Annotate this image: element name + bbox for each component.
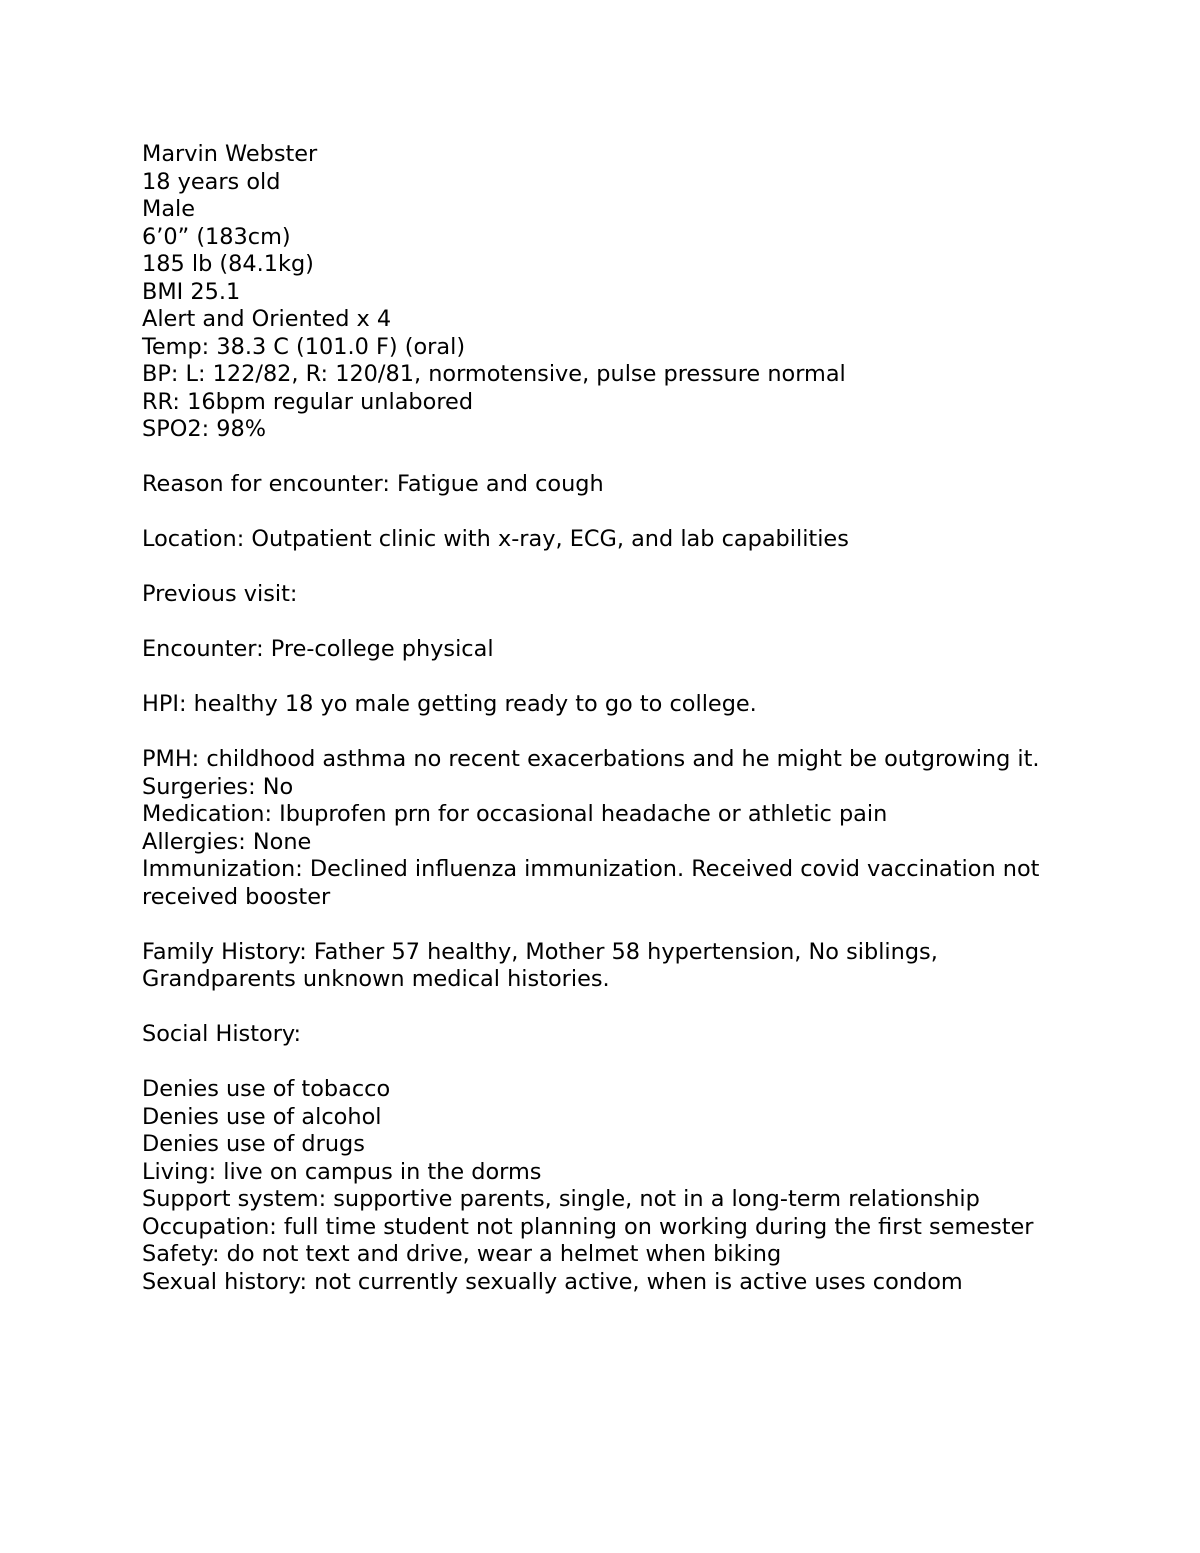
spacer xyxy=(142,609,1072,637)
patient-orientation: Alert and Oriented x 4 xyxy=(142,306,392,332)
history-pmh: PMH: childhood asthma no recent exacerbations and he might be outgrowing it. xyxy=(142,746,1040,772)
patient-age: 18 years old xyxy=(142,168,281,195)
social-occupation: Occupation: full time student not planning on working during the first semester xyxy=(142,1213,1034,1240)
social-history-heading: Social History: xyxy=(142,1021,302,1047)
social-sexual: Sexual history: not currently sexually active, when is active uses condom xyxy=(142,1268,963,1295)
encounter-type: Encounter: Pre-college physical xyxy=(142,636,494,662)
patient-weight: 185 lb (84.1kg) xyxy=(142,251,314,277)
patient-bmi: BMI 25.1 xyxy=(142,278,241,305)
social-support: Support system: supportive parents, single, not in a long-term relationship xyxy=(142,1186,980,1212)
history-allergies: Allergies: None xyxy=(142,828,312,855)
patient-spo2: SPO2: 98% xyxy=(142,416,267,442)
patient-sex: Male xyxy=(142,196,196,222)
encounter-reason: Reason for encounter: Fatigue and cough xyxy=(142,471,604,497)
patient-temp: Temp: 38.3 C (101.0 F) (oral) xyxy=(142,333,466,360)
social-alcohol: Denies use of alcohol xyxy=(142,1103,382,1130)
history-surgeries: Surgeries: No xyxy=(142,773,294,800)
patient-bp: BP: L: 122/82, R: 120/81, normotensive, pulse pressure normal xyxy=(142,361,846,387)
spacer xyxy=(142,499,1072,527)
spacer xyxy=(142,1049,1072,1077)
patient-rr: RR: 16bpm regular unlabored xyxy=(142,388,474,415)
document-body xyxy=(142,141,1072,1296)
spacer xyxy=(142,554,1072,582)
encounter-hpi: HPI: healthy 18 yo male getting ready to go to college. xyxy=(142,691,757,717)
social-safety: Safety: do not text and drive, wear a helmet when biking xyxy=(142,1241,782,1267)
history-family: Family History: Father 57 healthy, Mother 58 hypertension, No siblings, Grandparents unknown medical histories. xyxy=(142,938,938,992)
social-drugs: Denies use of drugs xyxy=(142,1131,365,1157)
spacer xyxy=(142,444,1072,472)
social-living: Living: live on campus in the dorms xyxy=(142,1158,542,1185)
patient-name: Marvin Webster xyxy=(142,141,318,167)
previous-visit-heading: Previous visit: xyxy=(142,581,298,607)
encounter-location: Location: Outpatient clinic with x-ray, ECG, and lab capabilities xyxy=(142,526,849,552)
history-medication: Medication: Ibuprofen prn for occasional headache or athletic pain xyxy=(142,801,888,827)
history-immunization: Immunization: Declined influenza immunization. Received covid vaccination not received booster xyxy=(142,856,1040,910)
patient-height: 6’0” (183cm) xyxy=(142,223,291,250)
spacer xyxy=(142,994,1072,1022)
spacer xyxy=(142,664,1072,692)
social-tobacco: Denies use of tobacco xyxy=(142,1076,391,1102)
spacer xyxy=(142,911,1072,939)
spacer xyxy=(142,719,1072,747)
